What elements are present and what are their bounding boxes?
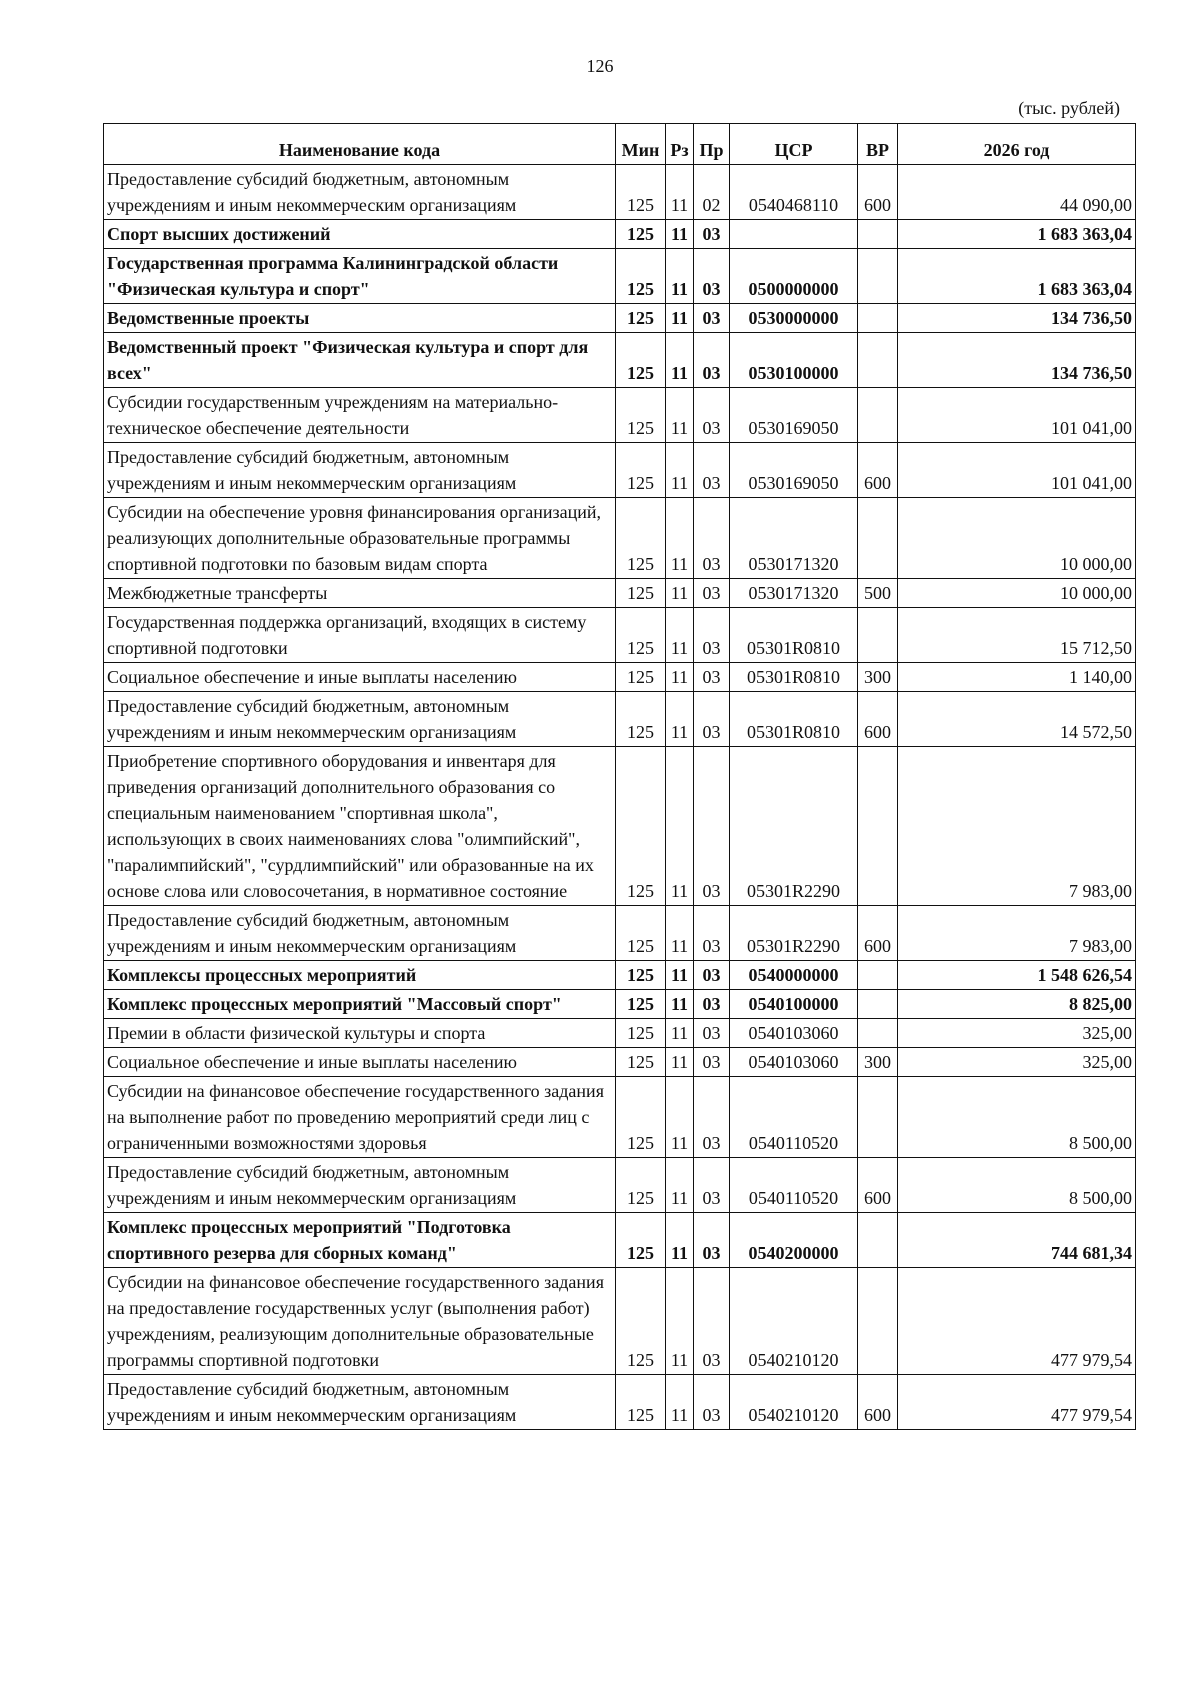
cell-amount: 8 500,00 — [898, 1158, 1136, 1213]
table-row — [104, 1048, 1136, 1077]
cell-vr — [858, 333, 898, 388]
cell-csr: 0540200000 — [730, 1213, 858, 1268]
cell-rz: 11 — [666, 443, 694, 498]
header-rz: Рз — [666, 124, 694, 165]
table-row — [104, 1019, 1136, 1048]
cell-min: 125 — [616, 498, 666, 579]
cell-amount: 44 090,00 — [898, 165, 1136, 220]
cell-pr: 03 — [694, 388, 730, 443]
cell-min: 125 — [616, 961, 666, 990]
cell-rz: 11 — [666, 906, 694, 961]
table-body — [104, 165, 1136, 1430]
cell-rz: 11 — [666, 165, 694, 220]
cell-name: Ведомственные проекты — [104, 304, 616, 333]
cell-csr: 05301R2290 — [730, 906, 858, 961]
cell-pr: 03 — [694, 906, 730, 961]
cell-vr — [858, 249, 898, 304]
cell-pr: 03 — [694, 1213, 730, 1268]
cell-amount: 101 041,00 — [898, 388, 1136, 443]
cell-min: 125 — [616, 443, 666, 498]
header-min: Мин — [616, 124, 666, 165]
cell-csr — [730, 220, 858, 249]
cell-rz: 11 — [666, 990, 694, 1019]
cell-name: Государственная поддержка организаций, входящих в систему спортивной подготовки — [104, 608, 616, 663]
cell-rz: 11 — [666, 1268, 694, 1375]
cell-vr: 600 — [858, 692, 898, 747]
table-row — [104, 1268, 1136, 1375]
cell-vr — [858, 304, 898, 333]
table-row — [104, 906, 1136, 961]
cell-pr: 03 — [694, 443, 730, 498]
cell-name: Социальное обеспечение и иные выплаты населению — [104, 1048, 616, 1077]
cell-name: Предоставление субсидий бюджетным, автономным учреждениям и иным некоммерческим организациям — [104, 692, 616, 747]
cell-amount: 8 500,00 — [898, 1077, 1136, 1158]
cell-amount: 134 736,50 — [898, 333, 1136, 388]
cell-rz: 11 — [666, 220, 694, 249]
cell-name: Межбюджетные трансферты — [104, 579, 616, 608]
table-row — [104, 579, 1136, 608]
cell-amount: 7 983,00 — [898, 906, 1136, 961]
cell-rz: 11 — [666, 961, 694, 990]
cell-rz: 11 — [666, 579, 694, 608]
cell-rz: 11 — [666, 747, 694, 906]
cell-csr: 0540100000 — [730, 990, 858, 1019]
cell-rz: 11 — [666, 1158, 694, 1213]
table-row — [104, 1375, 1136, 1430]
cell-csr: 05301R0810 — [730, 663, 858, 692]
cell-amount: 325,00 — [898, 1048, 1136, 1077]
cell-rz: 11 — [666, 1048, 694, 1077]
cell-name: Комплекс процессных мероприятий "Массовый спорт" — [104, 990, 616, 1019]
cell-rz: 11 — [666, 388, 694, 443]
cell-vr — [858, 961, 898, 990]
table-row — [104, 663, 1136, 692]
cell-amount: 325,00 — [898, 1019, 1136, 1048]
table-row — [104, 333, 1136, 388]
cell-vr: 300 — [858, 1048, 898, 1077]
cell-min: 125 — [616, 579, 666, 608]
cell-name: Субсидии на финансовое обеспечение государственного задания на выполнение работ по проведению мероприятий среди лиц с ограниченными возможностями здоровья — [104, 1077, 616, 1158]
cell-min: 125 — [616, 608, 666, 663]
cell-rz: 11 — [666, 249, 694, 304]
table-row — [104, 388, 1136, 443]
cell-min: 125 — [616, 1375, 666, 1430]
cell-amount: 477 979,54 — [898, 1375, 1136, 1430]
cell-vr — [858, 388, 898, 443]
cell-amount: 8 825,00 — [898, 990, 1136, 1019]
cell-name: Комплексы процессных мероприятий — [104, 961, 616, 990]
table-row — [104, 443, 1136, 498]
cell-amount: 477 979,54 — [898, 1268, 1136, 1375]
cell-amount: 101 041,00 — [898, 443, 1136, 498]
cell-name: Предоставление субсидий бюджетным, автономным учреждениям и иным некоммерческим организациям — [104, 1375, 616, 1430]
table-row — [104, 1158, 1136, 1213]
cell-min: 125 — [616, 747, 666, 906]
cell-pr: 03 — [694, 1019, 730, 1048]
cell-name: Приобретение спортивного оборудования и инвентаря для приведения организаций дополнительного образования со специальным наименованием "спортивная школа", использующих в своих наименованиях слова "олимпийский", "паралимпийский", "сурдлимпийский" или образованные на их основе слова или словосочетания, в нормативное состояние — [104, 747, 616, 906]
cell-pr: 03 — [694, 333, 730, 388]
cell-name: Социальное обеспечение и иные выплаты населению — [104, 663, 616, 692]
cell-csr: 0530171320 — [730, 579, 858, 608]
cell-csr: 0540103060 — [730, 1048, 858, 1077]
cell-pr: 03 — [694, 692, 730, 747]
cell-name: Субсидии государственным учреждениям на материально-техническое обеспечение деятельности — [104, 388, 616, 443]
cell-rz: 11 — [666, 663, 694, 692]
budget-table — [103, 123, 1136, 1430]
cell-min: 125 — [616, 333, 666, 388]
cell-csr: 0540000000 — [730, 961, 858, 990]
cell-name: Субсидии на финансовое обеспечение государственного задания на предоставление государственных услуг (выполнения работ) учреждениям, реализующим дополнительные образовательные программы спортивной подготовки — [104, 1268, 616, 1375]
cell-min: 125 — [616, 1019, 666, 1048]
cell-vr: 600 — [858, 1375, 898, 1430]
header-pr: Пр — [694, 124, 730, 165]
cell-name: Предоставление субсидий бюджетным, автономным учреждениям и иным некоммерческим организациям — [104, 443, 616, 498]
cell-min: 125 — [616, 249, 666, 304]
cell-amount: 15 712,50 — [898, 608, 1136, 663]
cell-pr: 03 — [694, 220, 730, 249]
cell-rz: 11 — [666, 498, 694, 579]
cell-min: 125 — [616, 692, 666, 747]
cell-amount: 134 736,50 — [898, 304, 1136, 333]
cell-vr — [858, 1019, 898, 1048]
cell-amount: 14 572,50 — [898, 692, 1136, 747]
cell-min: 125 — [616, 388, 666, 443]
cell-amount: 10 000,00 — [898, 579, 1136, 608]
cell-name: Предоставление субсидий бюджетным, автономным учреждениям и иным некоммерческим организациям — [104, 906, 616, 961]
cell-min: 125 — [616, 906, 666, 961]
cell-csr: 0530100000 — [730, 333, 858, 388]
cell-csr: 05301R0810 — [730, 692, 858, 747]
cell-rz: 11 — [666, 304, 694, 333]
cell-name: Ведомственный проект "Физическая культура и спорт для всех" — [104, 333, 616, 388]
cell-rz: 11 — [666, 1019, 694, 1048]
cell-amount: 744 681,34 — [898, 1213, 1136, 1268]
cell-vr — [858, 220, 898, 249]
cell-pr: 03 — [694, 1158, 730, 1213]
table-row — [104, 608, 1136, 663]
header-amount: 2026 год — [898, 124, 1136, 165]
table-row — [104, 304, 1136, 333]
cell-min: 125 — [616, 304, 666, 333]
cell-pr: 03 — [694, 663, 730, 692]
cell-pr: 03 — [694, 608, 730, 663]
cell-name: Предоставление субсидий бюджетным, автономным учреждениям и иным некоммерческим организациям — [104, 165, 616, 220]
cell-vr — [858, 1213, 898, 1268]
cell-pr: 02 — [694, 165, 730, 220]
cell-csr: 0540468110 — [730, 165, 858, 220]
cell-min: 125 — [616, 663, 666, 692]
cell-pr: 03 — [694, 1077, 730, 1158]
cell-csr: 0530171320 — [730, 498, 858, 579]
cell-csr: 05301R2290 — [730, 747, 858, 906]
cell-min: 125 — [616, 990, 666, 1019]
cell-amount: 1 683 363,04 — [898, 249, 1136, 304]
cell-rz: 11 — [666, 1077, 694, 1158]
cell-rz: 11 — [666, 608, 694, 663]
table-row — [104, 747, 1136, 906]
cell-amount: 10 000,00 — [898, 498, 1136, 579]
cell-vr: 600 — [858, 1158, 898, 1213]
cell-csr: 0540210120 — [730, 1375, 858, 1430]
table-row — [104, 961, 1136, 990]
cell-vr: 300 — [858, 663, 898, 692]
cell-min: 125 — [616, 1158, 666, 1213]
cell-rz: 11 — [666, 1213, 694, 1268]
header-csr: ЦСР — [730, 124, 858, 165]
cell-rz: 11 — [666, 1375, 694, 1430]
cell-csr: 0540110520 — [730, 1077, 858, 1158]
cell-amount: 7 983,00 — [898, 747, 1136, 906]
cell-vr: 500 — [858, 579, 898, 608]
cell-pr: 03 — [694, 498, 730, 579]
table-row — [104, 692, 1136, 747]
cell-name: Государственная программа Калининградской области "Физическая культура и спорт" — [104, 249, 616, 304]
cell-vr — [858, 747, 898, 906]
page-number: 126 — [586, 56, 614, 76]
cell-vr — [858, 1268, 898, 1375]
cell-vr: 600 — [858, 906, 898, 961]
cell-min: 125 — [616, 165, 666, 220]
cell-pr: 03 — [694, 304, 730, 333]
header-vr: ВР — [858, 124, 898, 165]
cell-name: Спорт высших достижений — [104, 220, 616, 249]
cell-csr: 0500000000 — [730, 249, 858, 304]
cell-amount: 1 683 363,04 — [898, 220, 1136, 249]
cell-csr: 0530169050 — [730, 388, 858, 443]
header-name: Наименование кода — [104, 124, 616, 165]
cell-amount: 1 140,00 — [898, 663, 1136, 692]
cell-pr: 03 — [694, 1375, 730, 1430]
cell-name: Субсидии на обеспечение уровня финансирования организаций, реализующих дополнительные образовательные программы спортивной подготовки по базовым видам спорта — [104, 498, 616, 579]
table-row — [104, 249, 1136, 304]
cell-csr: 0530169050 — [730, 443, 858, 498]
table-row — [104, 498, 1136, 579]
cell-vr — [858, 498, 898, 579]
cell-min: 125 — [616, 220, 666, 249]
cell-rz: 11 — [666, 692, 694, 747]
cell-pr: 03 — [694, 249, 730, 304]
table-row — [104, 1077, 1136, 1158]
cell-rz: 11 — [666, 333, 694, 388]
cell-pr: 03 — [694, 961, 730, 990]
cell-vr — [858, 608, 898, 663]
cell-pr: 03 — [694, 579, 730, 608]
cell-pr: 03 — [694, 747, 730, 906]
cell-vr: 600 — [858, 165, 898, 220]
cell-min: 125 — [616, 1077, 666, 1158]
cell-csr: 0540210120 — [730, 1268, 858, 1375]
cell-csr: 0540103060 — [730, 1019, 858, 1048]
cell-csr: 0530000000 — [730, 304, 858, 333]
cell-vr — [858, 990, 898, 1019]
cell-pr: 03 — [694, 990, 730, 1019]
cell-csr: 05301R0810 — [730, 608, 858, 663]
units-label: (тыс. рублей) — [1018, 98, 1120, 118]
cell-name: Комплекс процессных мероприятий "Подготовка спортивного резерва для сборных команд" — [104, 1213, 616, 1268]
cell-name: Предоставление субсидий бюджетным, автономным учреждениям и иным некоммерческим организациям — [104, 1158, 616, 1213]
table-row — [104, 165, 1136, 220]
cell-vr: 600 — [858, 443, 898, 498]
cell-pr: 03 — [694, 1268, 730, 1375]
cell-min: 125 — [616, 1268, 666, 1375]
cell-min: 125 — [616, 1048, 666, 1077]
table-row — [104, 1213, 1136, 1268]
cell-csr: 0540110520 — [730, 1158, 858, 1213]
cell-vr — [858, 1077, 898, 1158]
table-row — [104, 220, 1136, 249]
header-row — [104, 124, 1136, 165]
cell-min: 125 — [616, 1213, 666, 1268]
table-row — [104, 990, 1136, 1019]
cell-amount: 1 548 626,54 — [898, 961, 1136, 990]
cell-name: Премии в области физической культуры и спорта — [104, 1019, 616, 1048]
cell-pr: 03 — [694, 1048, 730, 1077]
